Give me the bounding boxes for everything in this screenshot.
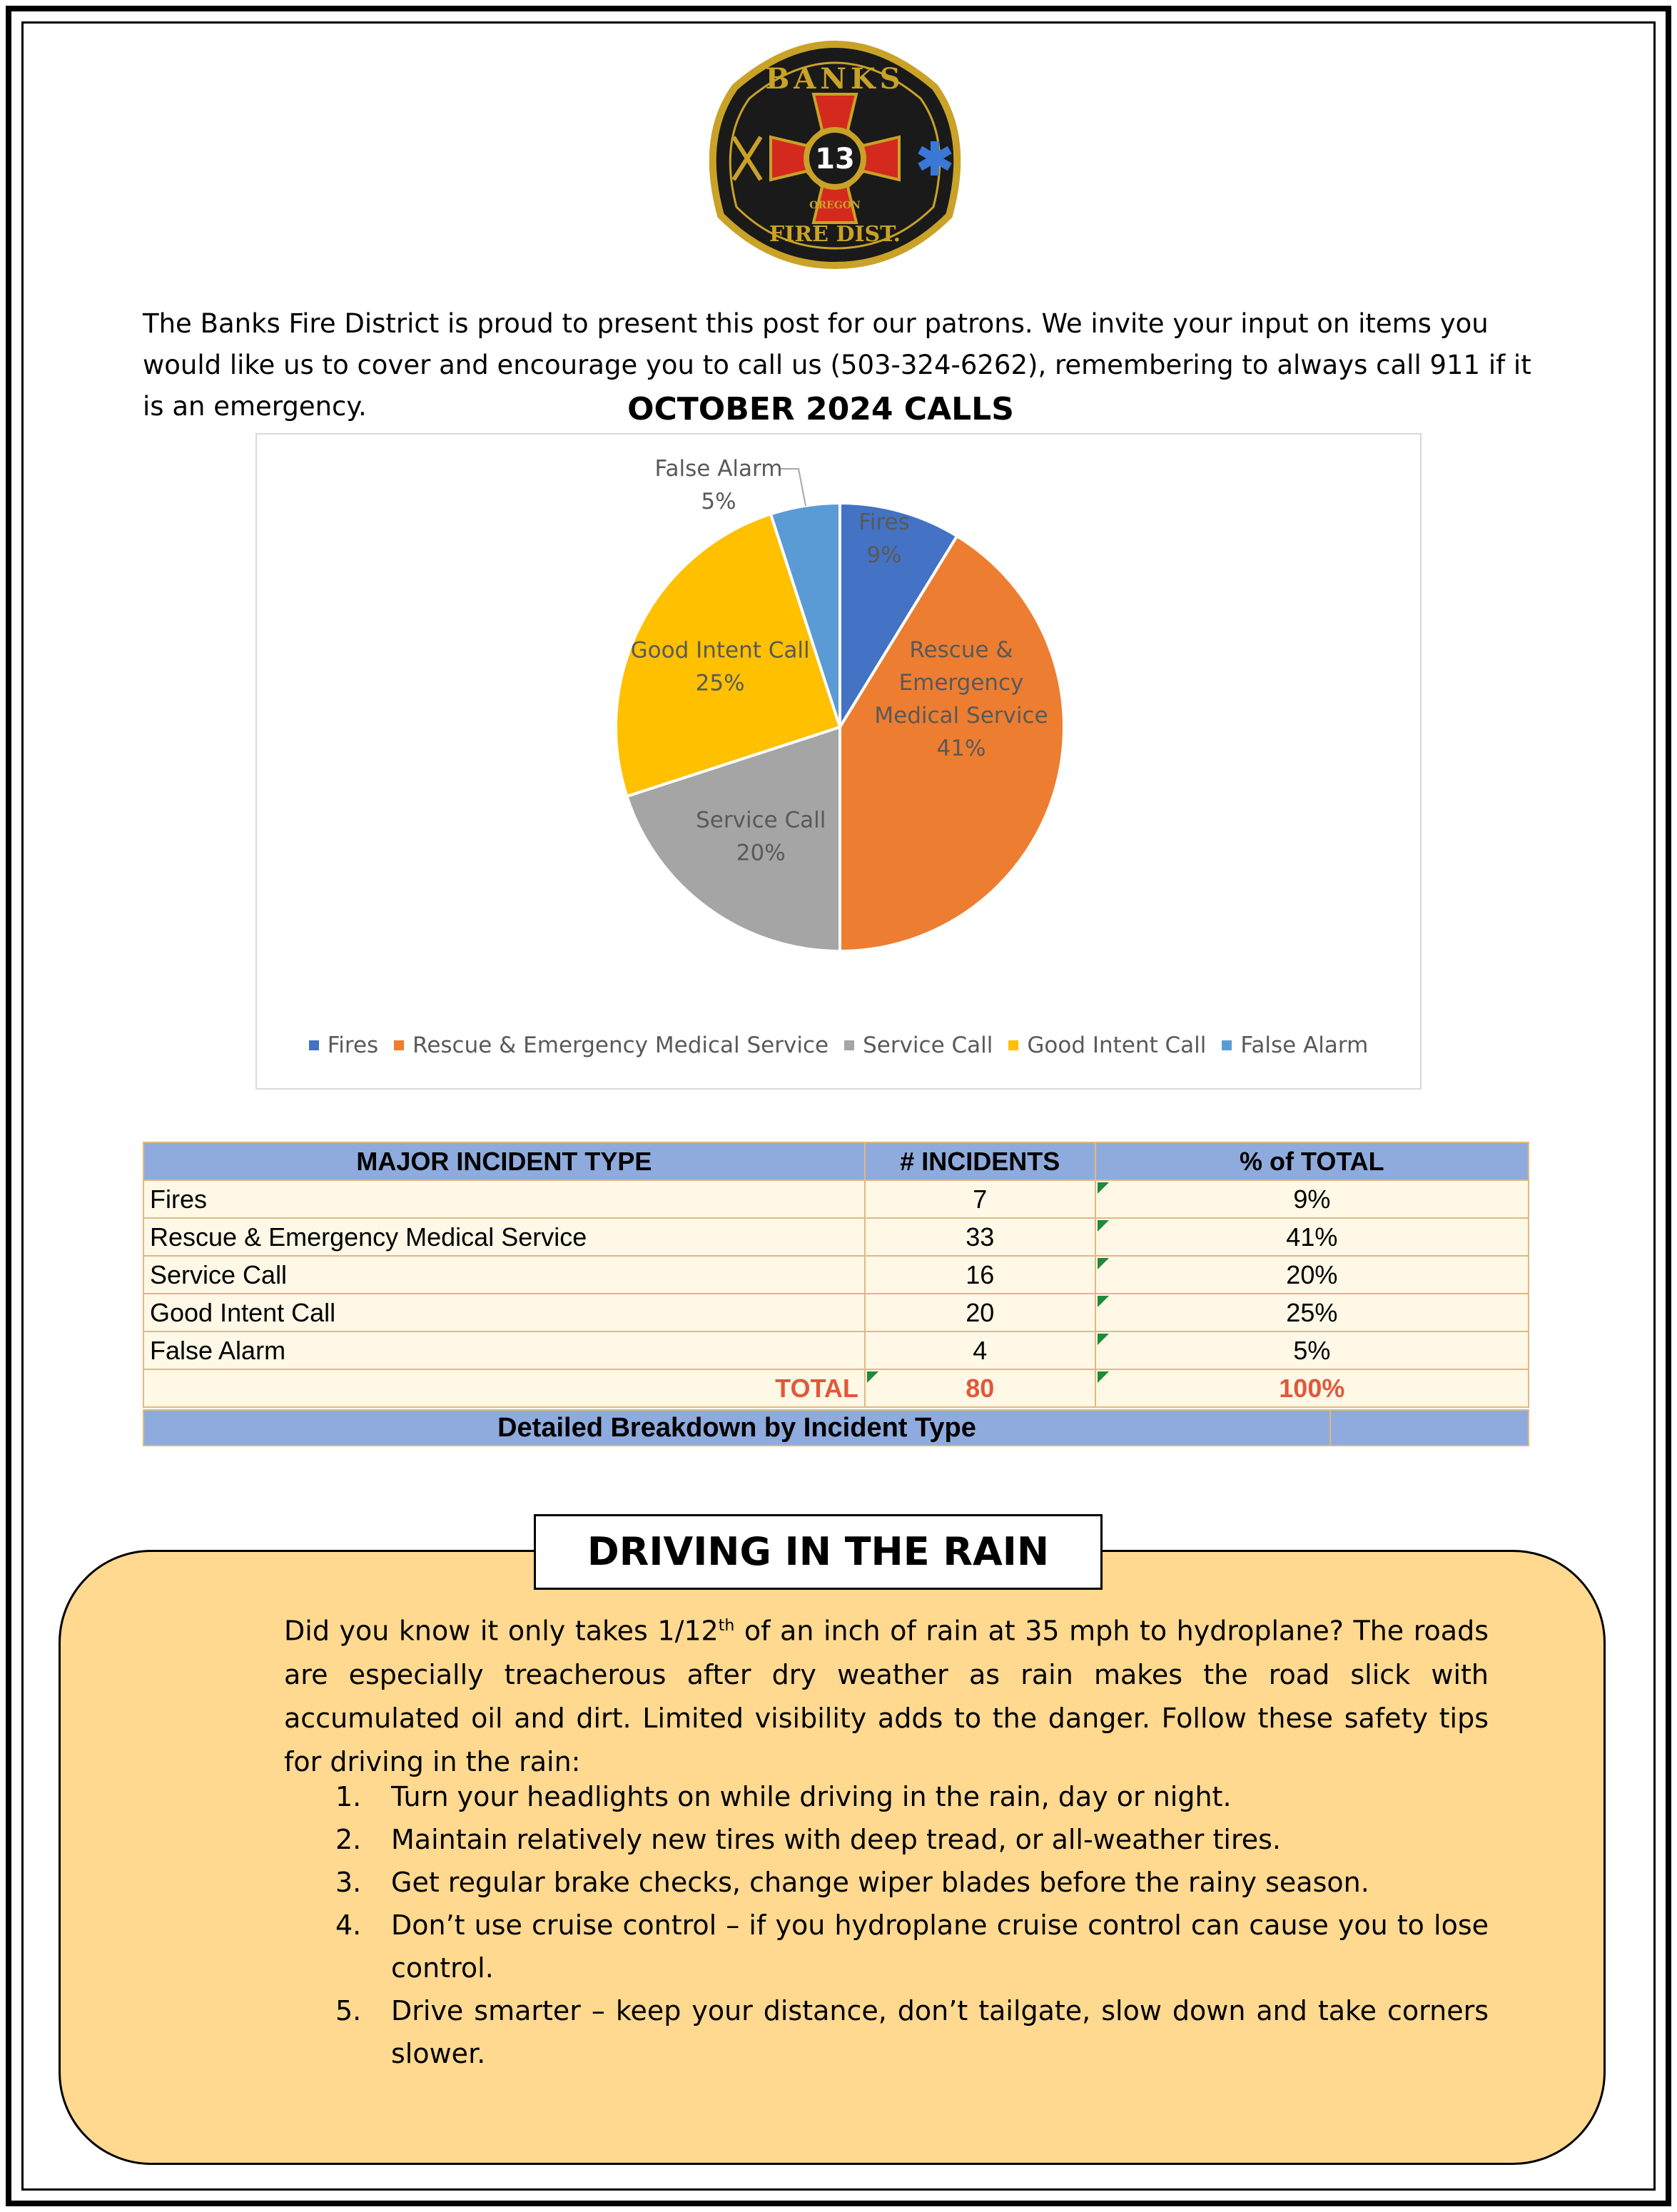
- legend-label: Fires: [327, 1033, 379, 1058]
- data-label: False Alarm: [654, 456, 783, 482]
- data-label: 20%: [736, 840, 786, 866]
- legend-item: [1222, 1033, 1368, 1058]
- data-label: 41%: [936, 736, 986, 761]
- legend-label: Rescue & Emergency Medical Service: [412, 1033, 829, 1058]
- chart-legend: [257, 1033, 1420, 1058]
- table-row: [143, 1180, 1529, 1218]
- incident-type-cell: False Alarm: [143, 1331, 865, 1369]
- incident-count-cell: 16: [865, 1256, 1095, 1294]
- data-label: Emergency: [898, 670, 1024, 696]
- table-footer-label: Detailed Breakdown by Incident Type: [143, 1409, 1331, 1446]
- legend-swatch: [844, 1040, 854, 1050]
- incident-pct-cell: 41%: [1095, 1218, 1529, 1256]
- legend-label: False Alarm: [1240, 1033, 1369, 1058]
- total-label-cell: TOTAL: [143, 1369, 865, 1407]
- data-label: 5%: [701, 489, 736, 514]
- incident-type-cell: Service Call: [143, 1256, 865, 1294]
- rain-paragraph: Did you know it only takes 1/12th of an inch of rain at 35 mph to hydroplane? The roads are especially treacherous after dry weather as rain makes the road slick with accumulated oil and dirt. Limited visibility adds to the danger. Follow these safety tips for driving in the rain:: [284, 1615, 1489, 1777]
- table-row: [143, 1218, 1529, 1256]
- table-row: [143, 1294, 1529, 1331]
- legend-swatch: [309, 1040, 319, 1050]
- total-pct-cell: 100%: [1095, 1369, 1529, 1407]
- data-label: 9%: [866, 542, 902, 568]
- list-item: 4. Don’t use cruise control – if you hydroplane cruise control can cause you to lose control.: [335, 1909, 1489, 1984]
- legend-swatch: [1008, 1040, 1018, 1050]
- logo-number: 13: [815, 143, 855, 176]
- pie-chart: [255, 433, 1422, 1090]
- incident-type-cell: Rescue & Emergency Medical Service: [143, 1218, 865, 1256]
- incident-table: [143, 1142, 1529, 1408]
- rain-tips-list: [335, 1775, 1489, 2075]
- chart-title: OCTOBER 2024 CALLS: [627, 391, 1014, 427]
- incident-pct-cell: 9%: [1095, 1180, 1529, 1218]
- table-row: [143, 1256, 1529, 1294]
- table-footer-side: [1331, 1409, 1529, 1446]
- incident-type-cell: Fires: [143, 1180, 865, 1218]
- data-label: 25%: [695, 670, 745, 696]
- table-footer: [143, 1409, 1529, 1446]
- rain-section-title: DRIVING IN THE RAIN: [534, 1514, 1103, 1590]
- incident-count-cell: 20: [865, 1294, 1095, 1331]
- incident-count-cell: 4: [865, 1331, 1095, 1369]
- incident-pct-cell: 20%: [1095, 1256, 1529, 1294]
- legend-item: [844, 1033, 993, 1058]
- logo-top-text: BANKS: [765, 62, 905, 96]
- pie-chart-svg: [257, 435, 1423, 1020]
- legend-item: [394, 1033, 829, 1058]
- data-label: Service Call: [696, 807, 826, 833]
- legend-swatch: [1222, 1040, 1232, 1050]
- legend-item: [1008, 1033, 1206, 1058]
- legend-label: Good Intent Call: [1027, 1033, 1207, 1058]
- table-row: [143, 1331, 1529, 1369]
- legend-label: Service Call: [863, 1033, 993, 1058]
- intro-paragraph: The Banks Fire District is proud to present this post for our patrons. We invite your input on items you would like us to cover and encourage you to call us (503-324-6262), remembering to always call 911 if it is an emergency.: [143, 308, 1531, 422]
- data-label: Fires: [858, 509, 910, 535]
- legend-swatch: [394, 1040, 404, 1050]
- incident-count-cell: 7: [865, 1180, 1095, 1218]
- fire-district-logo: [692, 37, 978, 273]
- header-incidents: # INCIDENTS: [865, 1142, 1095, 1180]
- incident-type-cell: Good Intent Call: [143, 1294, 865, 1331]
- list-item: 3. Get regular brake checks, change wiper blades before the rainy season.: [335, 1867, 1369, 1898]
- header-percent-total: % of TOTAL: [1095, 1142, 1529, 1180]
- list-item: 1. Turn your headlights on while driving in the rain, day or night.: [335, 1781, 1232, 1812]
- list-item: 2. Maintain relatively new tires with deep tread, or all-weather tires.: [335, 1824, 1281, 1855]
- list-item: 5. Drive smarter – keep your distance, don’t tailgate, slow down and take corners slower.: [335, 1995, 1489, 2069]
- data-label: Good Intent Call: [630, 637, 810, 664]
- false-alarm-leader-line: [780, 469, 806, 506]
- incident-pct-cell: 5%: [1095, 1331, 1529, 1369]
- incident-pct-cell: 25%: [1095, 1294, 1529, 1331]
- header-incident-type: MAJOR INCIDENT TYPE: [143, 1142, 865, 1180]
- legend-item: [309, 1033, 378, 1058]
- incident-count-cell: 33: [865, 1218, 1095, 1256]
- logo-state: OREGON: [809, 200, 861, 211]
- total-count-cell: 80: [865, 1369, 1095, 1407]
- logo-bottom-text: FIRE DIST.: [769, 222, 901, 247]
- data-label: Rescue &: [909, 637, 1013, 663]
- total-row: [143, 1369, 1529, 1407]
- data-label: Medical Service: [874, 703, 1048, 729]
